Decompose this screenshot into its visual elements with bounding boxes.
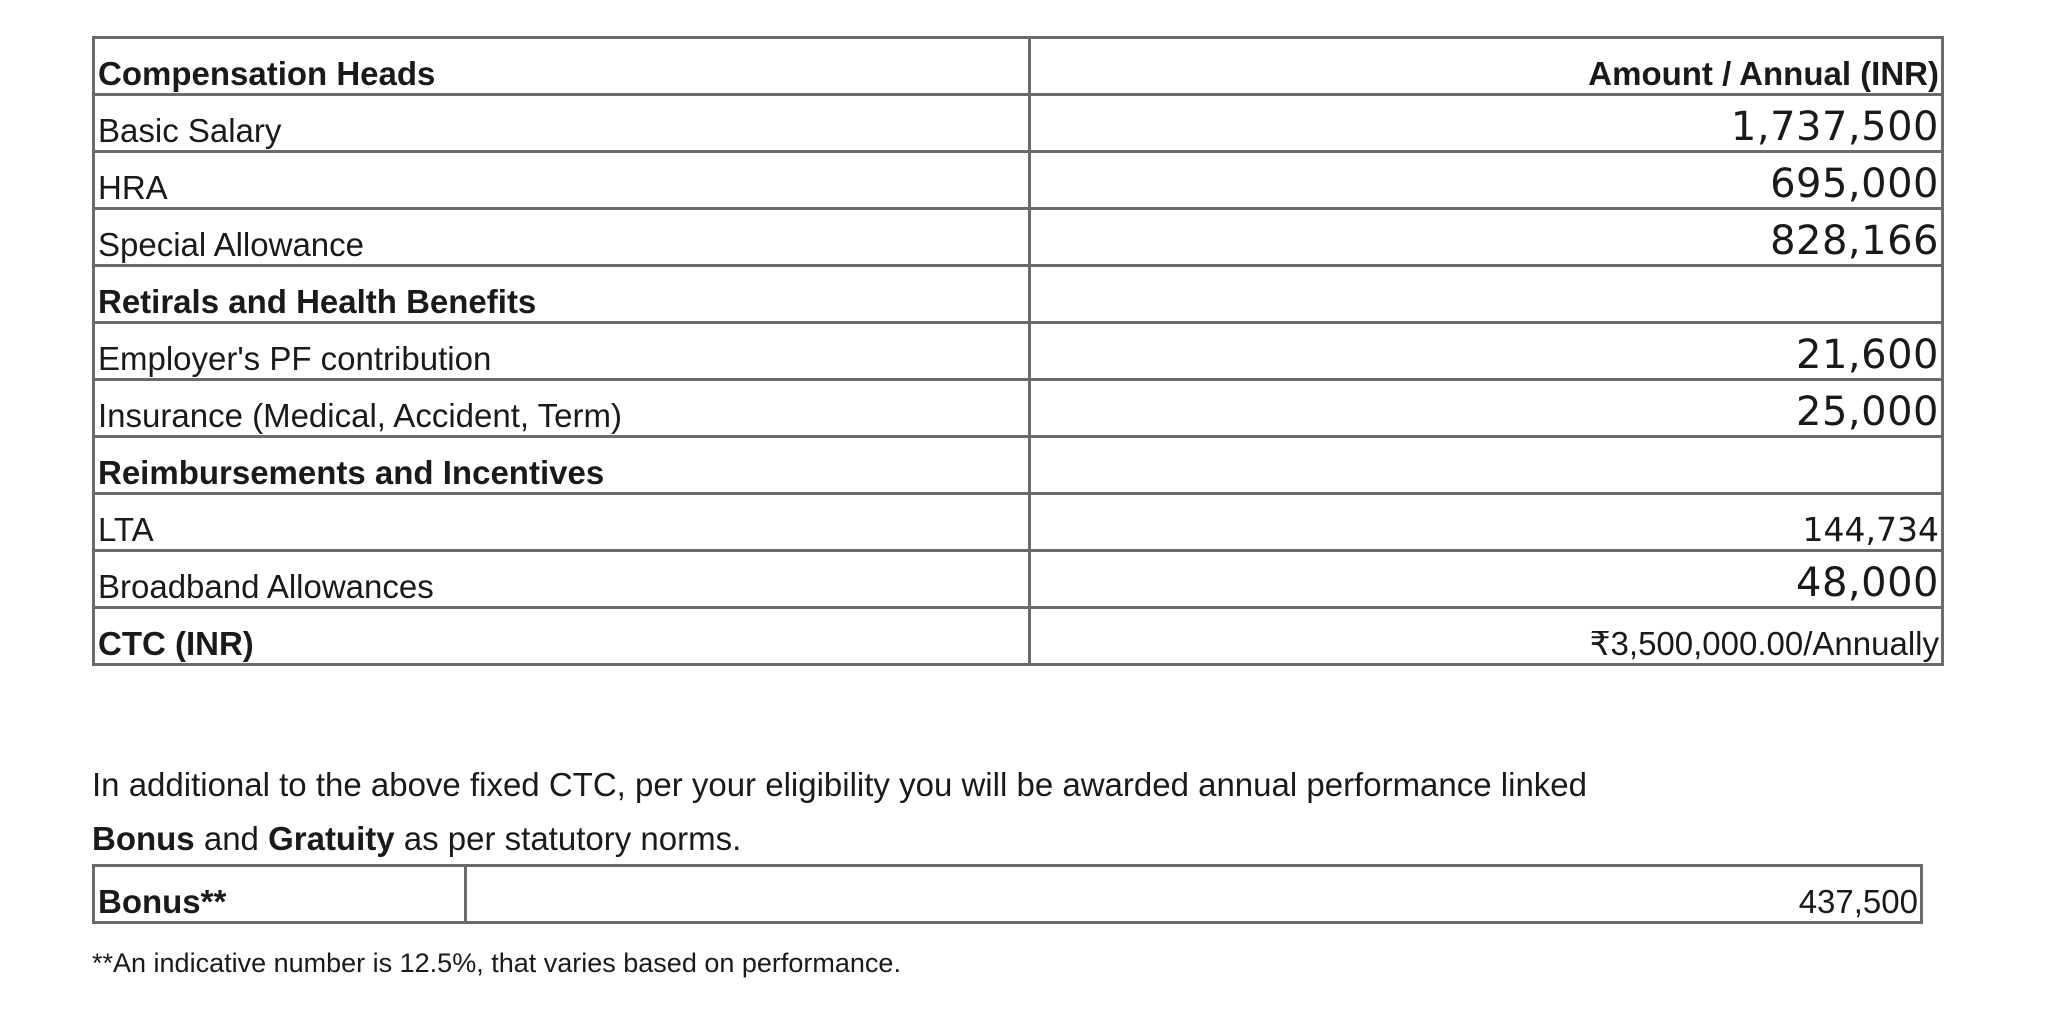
section-row-retirals xyxy=(94,266,1943,323)
section-row-reimbursements xyxy=(94,437,1943,494)
row-label-insurance: Insurance (Medical, Accident, Term) xyxy=(94,380,1030,437)
note-bonus-word: Bonus xyxy=(92,820,195,857)
row-amount-broadband: 48,000 xyxy=(1030,551,1943,608)
bonus-amount: 437,500 xyxy=(466,866,1922,923)
note-gratuity-word: Gratuity xyxy=(268,820,395,857)
note-and-word: and xyxy=(194,820,269,857)
header-compensation-heads: Compensation Heads xyxy=(94,38,1030,95)
row-amount-special-allowance: 828,166 xyxy=(1030,209,1943,266)
section-label-retirals: Retirals and Health Benefits xyxy=(94,266,1030,323)
table-header-row xyxy=(94,38,1943,95)
row-label-broadband: Broadband Allowances xyxy=(94,551,1030,608)
section-empty-cell xyxy=(1030,266,1943,323)
total-amount: ₹3,500,000.00/Annually xyxy=(1030,608,1943,665)
table-row xyxy=(94,380,1943,437)
row-amount-basic-salary: 1,737,500 xyxy=(1030,95,1943,152)
note-line-2 xyxy=(92,812,1892,866)
row-label-special-allowance: Special Allowance xyxy=(94,209,1030,266)
compensation-document xyxy=(92,36,1944,666)
table-row xyxy=(94,152,1943,209)
table-row xyxy=(94,494,1943,551)
row-label-hra: HRA xyxy=(94,152,1030,209)
ctc-table xyxy=(92,36,1944,666)
row-label-employer-pf: Employer's PF contribution xyxy=(94,323,1030,380)
row-amount-employer-pf: 21,600 xyxy=(1030,323,1943,380)
bonus-table xyxy=(92,864,1923,924)
section-label-reimbursements: Reimbursements and Incentives xyxy=(94,437,1030,494)
bonus-row xyxy=(94,866,1922,923)
note-line-2-rest: as per statutory norms. xyxy=(394,820,742,857)
total-label: CTC (INR) xyxy=(94,608,1030,665)
row-label-basic-salary: Basic Salary xyxy=(94,95,1030,152)
table-row xyxy=(94,95,1943,152)
section-empty-cell xyxy=(1030,437,1943,494)
total-row xyxy=(94,608,1943,665)
row-label-lta: LTA xyxy=(94,494,1030,551)
note-line-1: In additional to the above fixed CTC, per your eligibility you will be awarded annual performance linked xyxy=(92,766,1588,803)
bonus-gratuity-note xyxy=(92,758,1892,866)
table-row xyxy=(94,209,1943,266)
table-row xyxy=(94,551,1943,608)
bonus-label: Bonus** xyxy=(94,866,466,923)
row-amount-lta: 144,734 xyxy=(1030,494,1943,551)
row-amount-hra: 695,000 xyxy=(1030,152,1943,209)
row-amount-insurance: 25,000 xyxy=(1030,380,1943,437)
header-amount-annual: Amount / Annual (INR) xyxy=(1030,38,1943,95)
table-row xyxy=(94,323,1943,380)
footnote: **An indicative number is 12.5%, that varies based on performance. xyxy=(92,948,901,978)
